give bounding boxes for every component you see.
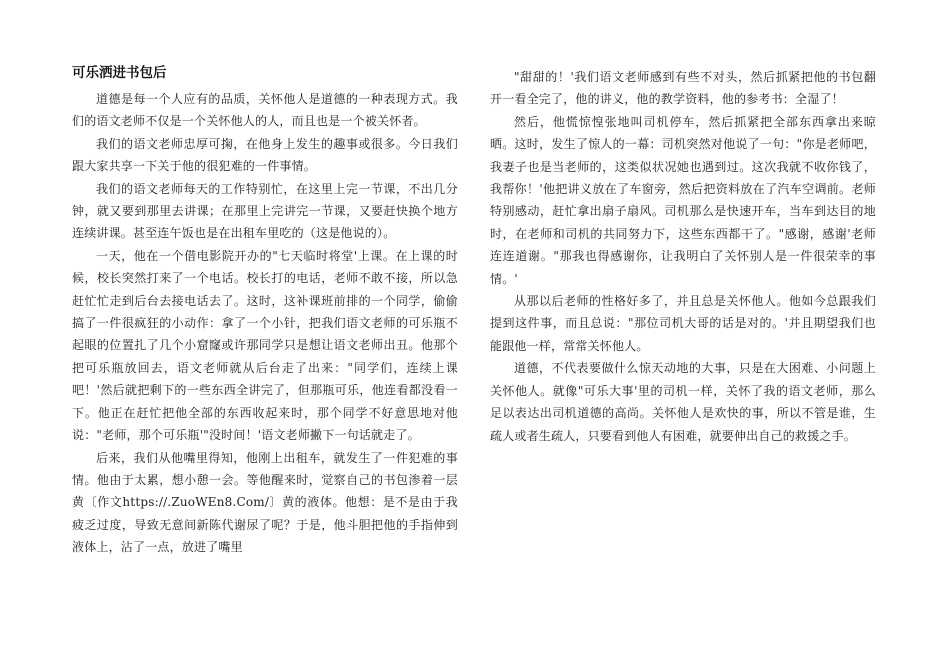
paragraph: 后来，我们从他嘴里得知，他刚上出租车，就发生了一件犯难的事情。他由于太累，想小憩一会。等他醒来时，觉察自己的书包渗着一层黄〔作文https://.ZuoWEn8.Com/〕黄的液体。他想：是不是由于我疲乏过度，导致无意间新陈代谢尿了呢？于是，他斗胆把他的手指伸到液体上，沾了一点，放进了嘴里: [72, 450, 458, 555]
paragraph: 从那以后老师的性格好多了，并且总是关怀他人。他如今总跟我们提到这件事，而且总说："那位司机大哥的话是对的。'并且期望我们也能跟他一样，常常关怀他人。: [490, 294, 876, 353]
left-column: [72, 64, 458, 559]
paragraph: 然后，他慌惊惶张地叫司机停车，然后抓紧把全部东西拿出来晾晒。这时，发生了惊人的一幕：司机突然对他说了一句："你是老师吧，我妻子也是当老师的，这类似状况她也遇到过。这次我就不收你钱了，我帮你！'他把讲义放在了车窗旁，然后把资料放在了汽车空调前。老师特别感动，赶忙拿出扇子扇风。司机那么是快速开车，当车到达目的地时，在老师和司机的共同努力下，这些东西都干了。"感谢，感谢'老师连连道谢。"那我也得感谢你，让我明白了关怀别人是一件很荣幸的事情。': [490, 114, 876, 286]
paragraph: 道德是每一个人应有的品质，关怀他人是道德的一种表现方式。我们的语文老师不仅是一个关怀他人的人，而且也是一个被关怀者。: [72, 92, 458, 129]
paragraph: 我们的语文老师每天的工作特别忙，在这里上完一节课，不出几分钟，就又要到那里去讲课；在那里上完讲完一节课，又要赶快换个地方连续讲课。甚至连午饭也是在出租车里吃的（这是他说的）。: [72, 181, 458, 241]
paragraph: "甜甜的！'我们语文老师感到有些不对头，然后抓紧把他的书包翻开一看全完了，他的讲义，他的教学资料，他的参考书：全湿了！: [490, 70, 876, 107]
paragraph: 一天，他在一个借电影院开办的"七天临时将堂'上课。在上课的时候，校长突然打来了一个电话。校长打的电话，老师不敢不接，所以急赶忙忙走到后台去接电话去了。这时，这补课班前排的一个同学，偷偷搞了一件很疯狂的小动作：拿了一个小针，把我们语文老师的可乐瓶不起眼的位置扎了几个小窟窿或许那同学只是想让语文老师出丑。他那个把可乐瓶放回去，语文老师就从后台走了出来："同学们，连续上课吧！'然后就把剩下的一些东西全讲完了，但那瓶可乐，他连看都没看一下。他正在赶忙把他全部的东西收起来时，那个同学不好意思地对他说："老师，那个可乐瓶'"没时间！'语文老师撇下一句话就走了。: [72, 248, 458, 443]
right-column: [490, 66, 876, 447]
paragraph: 道德，不代表要做什么惊天动地的大事，只是在大困难、小问题上关怀他人。就像"可乐大事'里的司机一样，关怀了我的语文老师，那么足以表达出司机道德的高尚。关怀他人是欢快的事，所以不管是谁，生疏人或者生疏人，只要看到他人有困难，就要伸出自己的救援之手。: [490, 361, 876, 443]
paragraph: 我们的语文老师忠厚可掬，在他身上发生的趣事或很多。今日我们跟大家共享一下关于他的很犯难的一件事情。: [72, 136, 458, 174]
document-title: 可乐洒进书包后: [72, 65, 167, 81]
